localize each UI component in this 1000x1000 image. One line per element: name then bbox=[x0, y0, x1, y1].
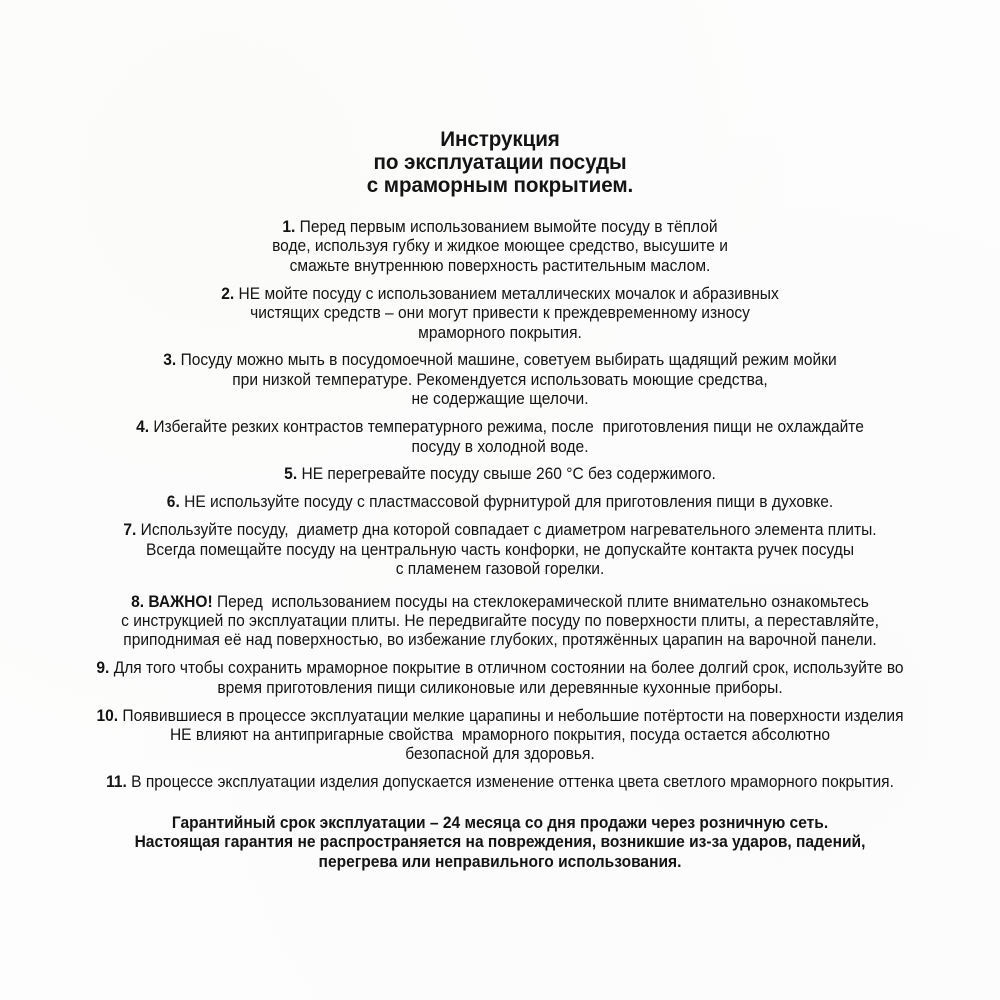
instruction-line: мраморного покрытия. bbox=[418, 323, 582, 342]
instruction-line: 2. НЕ мойте посуду с использованием металлических мочалок и абразивных bbox=[221, 284, 779, 303]
warranty-block bbox=[23, 814, 978, 873]
instruction-line: Всегда помещайте посуду на центральную часть конфорки, не допускайте контакта ручек посуды bbox=[145, 540, 855, 559]
instruction-line: 7. Используйте посуду, диаметр дна которой совпадает с диаметром нагревательного элемента плиты. bbox=[123, 521, 877, 540]
warranty-line: Гарантийный срок эксплуатации – 24 месяца со дня продажи через розничную сеть. bbox=[171, 813, 829, 832]
instruction-line: 9. Для того чтобы сохранить мраморное покрытие в отличном состоянии на более долгий срок, используйте во bbox=[96, 659, 904, 678]
instruction-number: 4. bbox=[136, 418, 154, 437]
instruction-line: НЕ влияют на антипригарные свойства мраморного покрытия, посуда остается абсолютно bbox=[169, 725, 831, 744]
instruction-emphasis: ВАЖНО! bbox=[148, 592, 217, 611]
instruction-number: 10. bbox=[96, 706, 123, 725]
instruction-number: 1. bbox=[282, 218, 300, 236]
instruction-line: время приготовления пищи силиконовые или деревянные кухонные приборы. bbox=[217, 678, 783, 697]
page-title bbox=[20, 0, 980, 197]
instruction-line: не содержащие щелочи. bbox=[411, 390, 589, 409]
instruction-line: смажьте внутреннюю поверхность растительным маслом. bbox=[289, 256, 711, 275]
instruction-item bbox=[23, 493, 978, 512]
title-line-2: по эксплуатации посуды bbox=[373, 150, 627, 174]
instruction-line: безопасной для здоровья. bbox=[405, 745, 595, 764]
instruction-line: 3. Посуду можно мыть в посудомоечной машине, советуем выбирать щадящий режим мойки bbox=[163, 351, 837, 370]
instruction-line: при низкой температуре. Рекомендуется использовать моющие средства, bbox=[232, 370, 768, 389]
instruction-number: 8. bbox=[131, 592, 149, 611]
instruction-number: 11. bbox=[106, 773, 132, 792]
instruction-number: 7. bbox=[123, 521, 141, 540]
instruction-item bbox=[23, 593, 978, 651]
instruction-item bbox=[23, 351, 978, 409]
warranty-line: перегрева или неправильного использования. bbox=[318, 852, 682, 871]
instruction-item bbox=[23, 465, 978, 484]
instruction-number: 2. bbox=[221, 284, 239, 303]
instruction-line: 4. Избегайте резких контрастов температурного режима, после приготовления пищи не охлаждайте bbox=[136, 418, 864, 437]
instruction-item bbox=[23, 521, 978, 579]
instruction-item bbox=[23, 418, 978, 457]
instruction-line: 10. Появившиеся в процессе эксплуатации мелкие царапины и небольшие потёртости на поверхности изделия bbox=[96, 706, 904, 725]
instruction-line: чистящих средств – они могут привести к преждевременному износу bbox=[250, 304, 750, 323]
instruction-line: 1. Перед первым использованием вымойте посуду в тёплой bbox=[282, 218, 718, 236]
instruction-number: 3. bbox=[163, 351, 181, 370]
title-line-1: Инструкция bbox=[440, 127, 560, 151]
instruction-line: с инструкцией по эксплуатации плиты. Не передвигайте посуду по поверхности плиты, а переставляйте, bbox=[121, 611, 879, 630]
instruction-line: воде, используя губку и жидкое моющее средство, высушите и bbox=[272, 237, 728, 256]
instruction-line: 8. ВАЖНО! Перед использованием посуды на стеклокерамической плите внимательно ознакомьтесь bbox=[131, 592, 869, 611]
instruction-number: 5. bbox=[284, 465, 302, 484]
instruction-line: 5. НЕ перегревайте посуду свыше 260 °C без содержимого. bbox=[284, 465, 716, 484]
instruction-line: 6. НЕ используйте посуду с пластмассовой фурнитурой для приготовления пищи в духовке. bbox=[166, 493, 834, 512]
instruction-item bbox=[23, 707, 978, 765]
instruction-number: 6. bbox=[166, 493, 185, 512]
instruction-item bbox=[23, 773, 978, 792]
instruction-line: с пламенем газовой горелки. bbox=[395, 560, 605, 579]
instruction-line: приподнимая её над поверхностью, во избежание глубоких, протяжённых царапин на варочной панели. bbox=[123, 631, 877, 650]
instruction-line: посуду в холодной воде. bbox=[411, 437, 589, 456]
title-line-3: с мраморным покрытием. bbox=[366, 173, 634, 197]
instruction-item bbox=[23, 659, 978, 698]
instruction-item bbox=[23, 218, 978, 276]
instruction-line: 11. В процессе эксплуатации изделия допускается изменение оттенка цвета светлого мраморного покрытия. bbox=[106, 773, 894, 792]
instruction-number: 9. bbox=[96, 659, 114, 678]
instruction-list bbox=[0, 218, 1000, 793]
instruction-item bbox=[23, 285, 978, 343]
warranty-line: Настоящая гарантия не распространяется на повреждения, возникшие из-за ударов, падений, bbox=[134, 833, 866, 852]
